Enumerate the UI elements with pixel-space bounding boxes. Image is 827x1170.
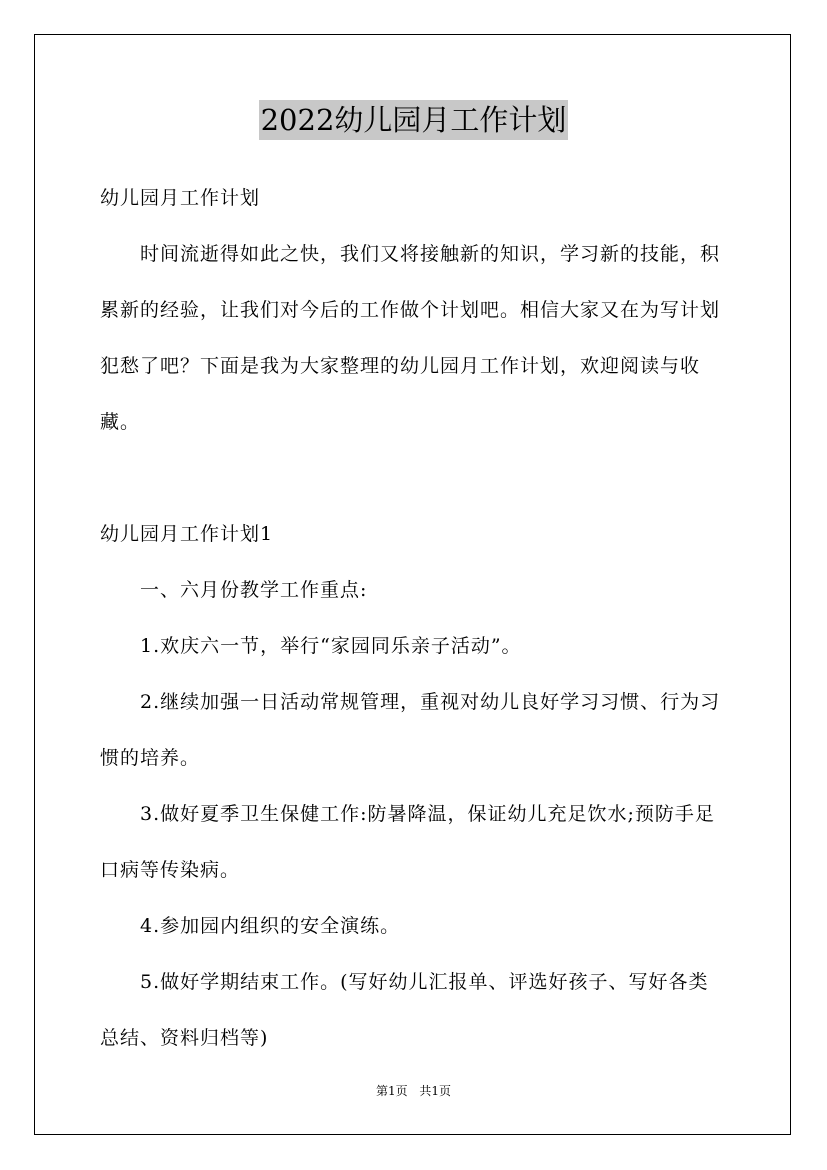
intro-paragraph: 时间流逝得如此之快，我们又将接触新的知识，学习新的技能，积累新的经验，让我们对今后的工作做个计划吧。相信大家又在为写计划犯愁了吧？下面是我为大家整理的幼儿园月工作计划，欢迎阅读与收藏。 xyxy=(100,243,721,433)
page-number: 第1页 xyxy=(375,1084,408,1098)
section-heading: 幼儿园月工作计划1 xyxy=(100,523,274,545)
list-item: 2.继续加强一日活动常规管理，重视对幼儿良好学习习惯、行为习惯的培养。 xyxy=(100,691,721,769)
list-item: 4.参加园内组织的安全演练。 xyxy=(140,915,401,937)
page-total: 共1页 xyxy=(419,1084,452,1098)
list-item: 3.做好夏季卫生保健工作:防暑降温，保证幼儿充足饮水;预防手足口病等传染病。 xyxy=(100,803,715,881)
list-item: 5.做好学期结束工作。(写好幼儿汇报单、评选好孩子、写好各类总结、资料归档等) xyxy=(100,971,709,1049)
page-footer xyxy=(0,1083,827,1099)
section-subheading: 一、六月份教学工作重点: xyxy=(140,579,368,601)
spacer xyxy=(100,450,728,506)
intro-heading: 幼儿园月工作计划 xyxy=(100,187,261,209)
list-item: 1.欢庆六一节，举行“家园同乐亲子活动”。 xyxy=(140,635,522,657)
document-title: 2022幼儿园月工作计划 xyxy=(259,100,569,140)
document-body xyxy=(100,170,728,1066)
document-title-block xyxy=(0,100,827,140)
